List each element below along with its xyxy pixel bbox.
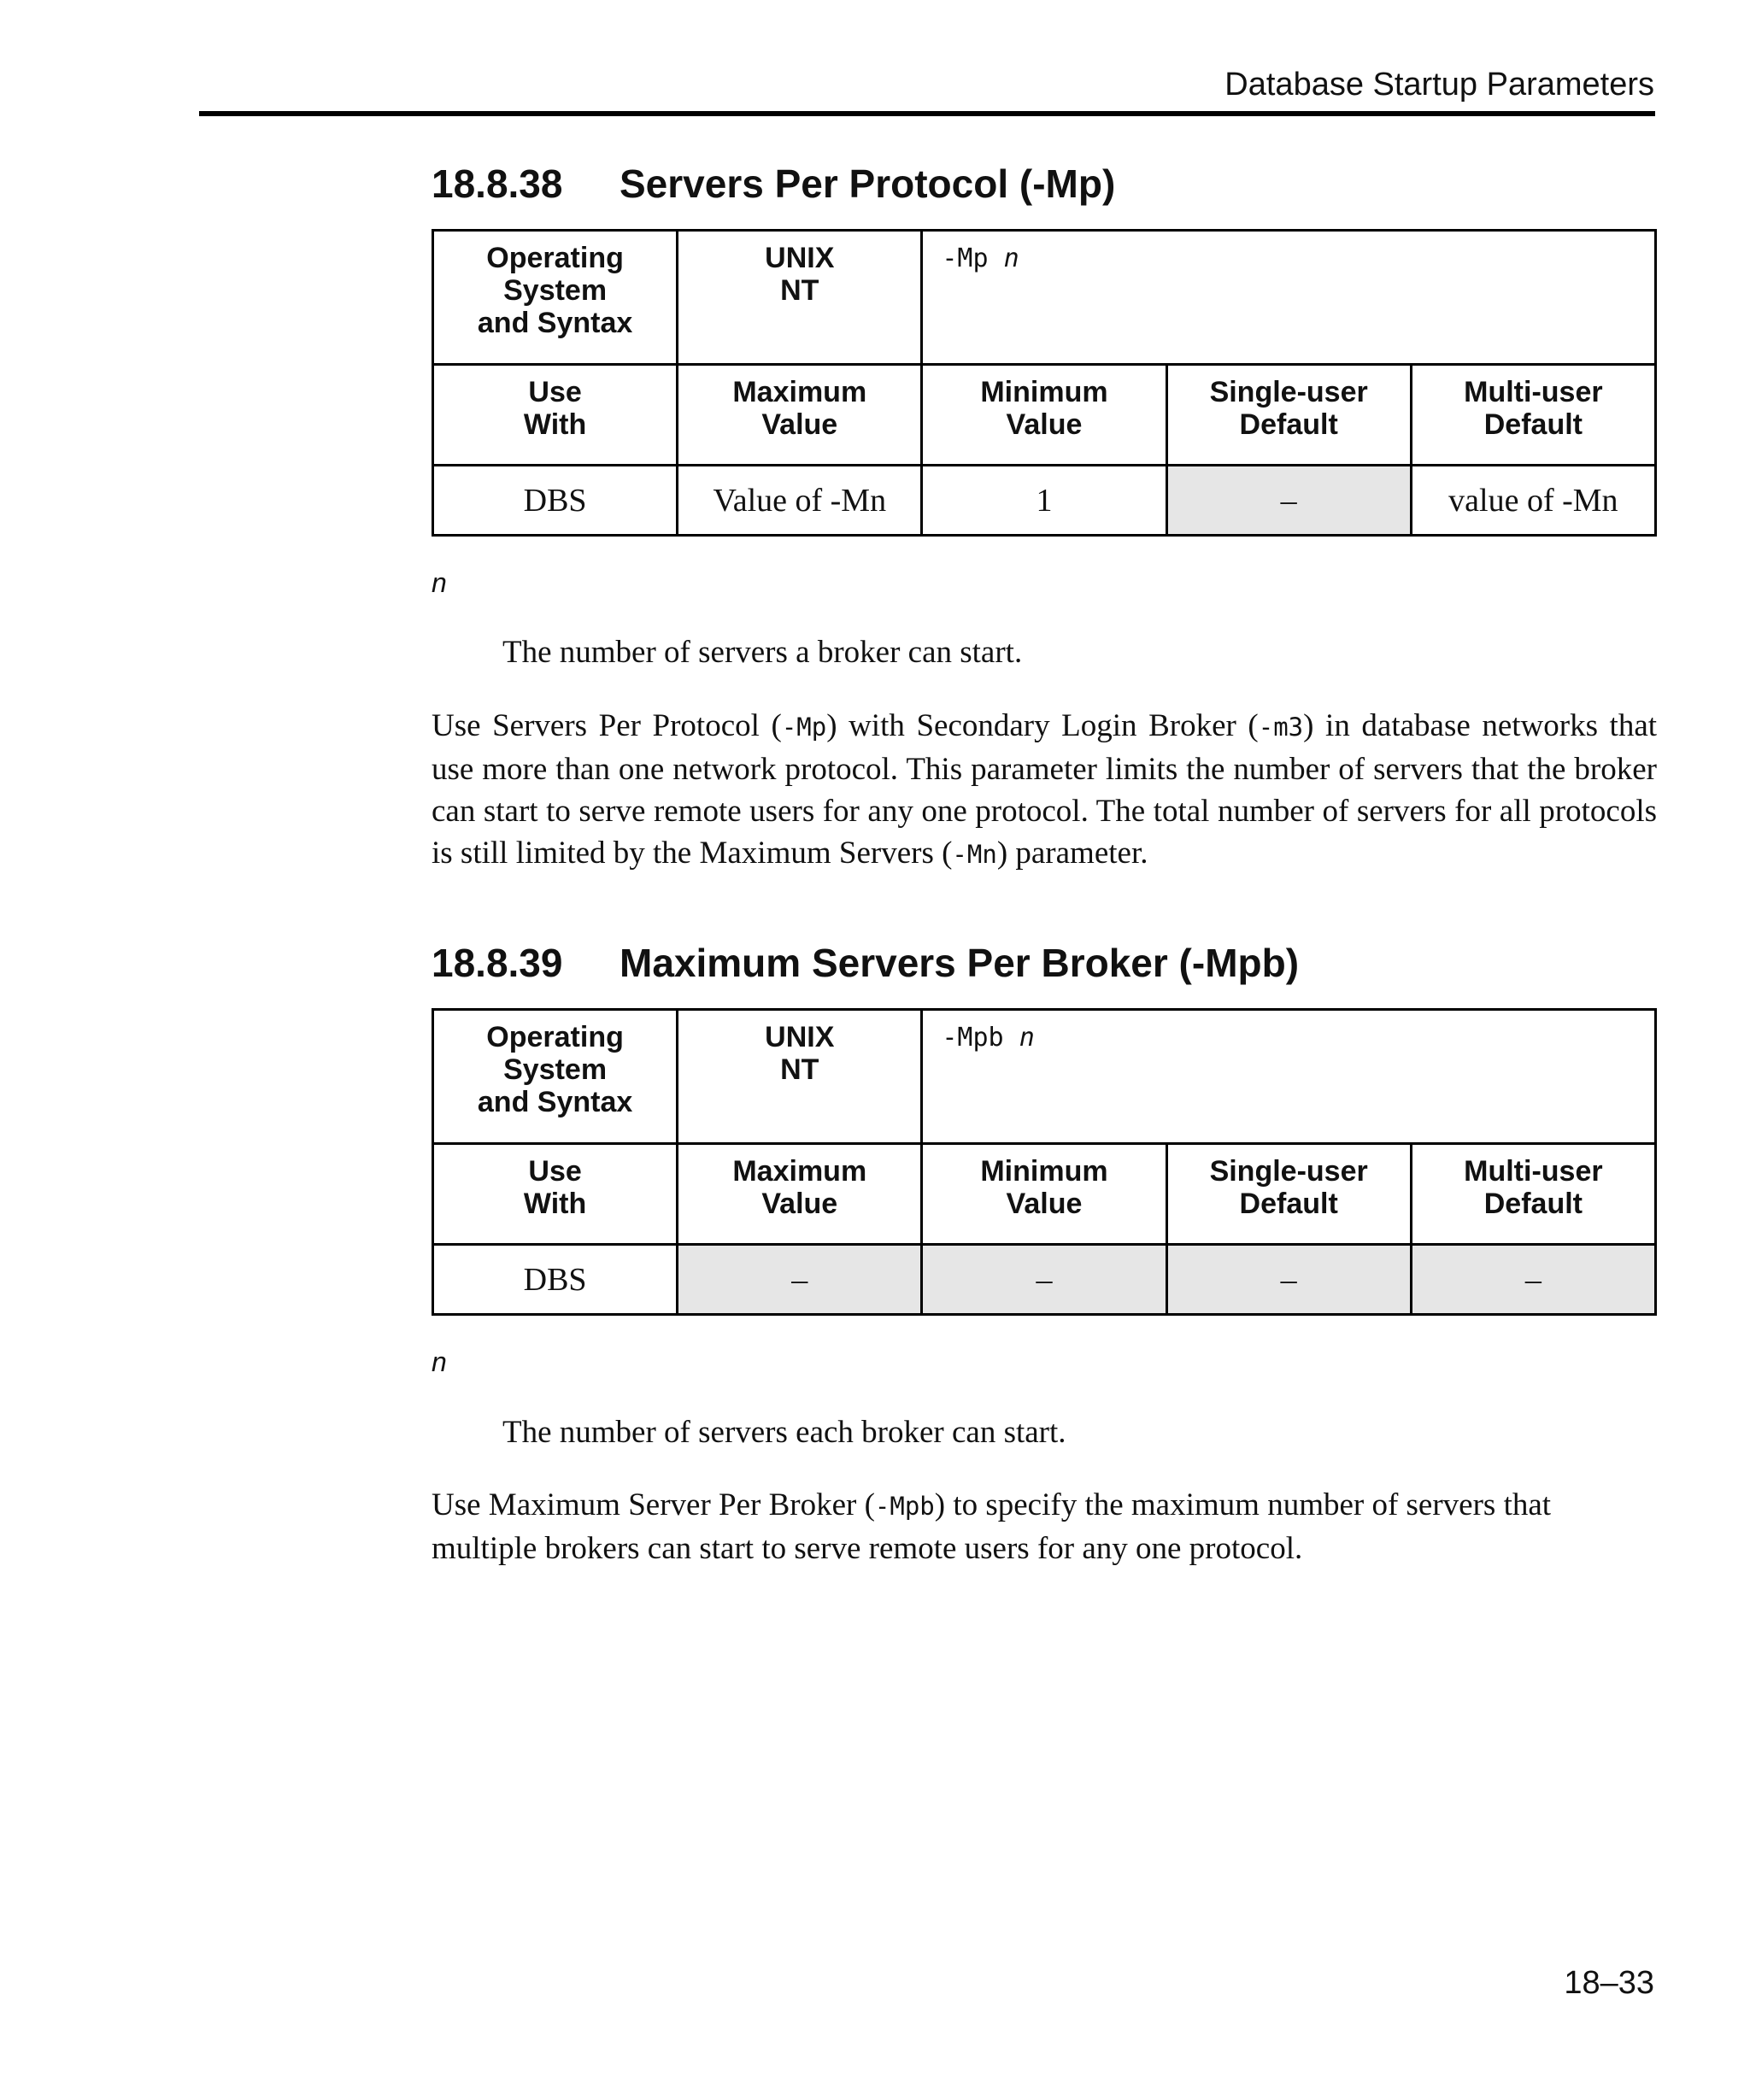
running-header: Database Startup Parameters <box>1224 67 1654 103</box>
table-cell: DBS <box>433 466 678 536</box>
table-cell: 1 <box>922 466 1166 536</box>
header-rule <box>199 111 1655 116</box>
text-run: ) to specify the maximum number of servers that multiple brokers can start to serve remote users for any one protocol. <box>432 1487 1552 1566</box>
section-title: Maximum Servers Per Broker (-Mpb) <box>620 941 1300 985</box>
parameter-table-mp <box>432 229 1657 537</box>
parameter-table-mpb <box>432 1008 1657 1316</box>
table-row <box>433 1245 1656 1315</box>
table-cell: – <box>922 1245 1166 1315</box>
column-header: Single-user Default <box>1166 365 1411 466</box>
section-title: Servers Per Protocol (-Mp) <box>620 161 1116 206</box>
table-cell: Value of -Mn <box>678 466 922 536</box>
term-label: n <box>432 1346 447 1377</box>
inline-code: -Mpb <box>874 1492 935 1521</box>
inline-code: -m3 <box>1258 713 1304 742</box>
term-label: n <box>432 567 447 598</box>
section-number: 18.8.38 <box>432 161 563 206</box>
table-cell: – <box>1166 1245 1411 1315</box>
column-header: Maximum Value <box>678 1144 922 1245</box>
syntax-command: -Mpb <box>942 1023 1004 1053</box>
syntax-cell <box>922 1010 1656 1144</box>
text-run: ) parameter. <box>996 836 1148 871</box>
column-header: Use With <box>433 365 678 466</box>
body-paragraph <box>432 705 1657 876</box>
term-description: The number of servers each broker can start. <box>502 1415 1066 1450</box>
syntax-argument: n <box>1019 1023 1035 1053</box>
table-cell: – <box>1411 1245 1655 1315</box>
syntax-argument: n <box>1003 243 1019 273</box>
section-heading-mpb <box>432 940 1299 986</box>
column-header: Maximum Value <box>678 365 922 466</box>
table-cell: – <box>678 1245 922 1315</box>
section-heading-mp <box>432 161 1115 207</box>
text-run: Use Maximum Server Per Broker ( <box>432 1487 875 1522</box>
section-number: 18.8.39 <box>432 941 563 985</box>
table-row <box>433 231 1656 365</box>
column-header: Single-user Default <box>1166 1144 1411 1245</box>
os-list: UNIX NT <box>678 1010 922 1144</box>
os-syntax-label: Operating System and Syntax <box>433 1010 678 1144</box>
column-header: Minimum Value <box>922 365 1166 466</box>
column-header: Minimum Value <box>922 1144 1166 1245</box>
text-run: Use Servers Per Protocol ( <box>432 708 782 743</box>
column-header: Multi-user Default <box>1411 1144 1655 1245</box>
table-cell: – <box>1166 466 1411 536</box>
syntax-command: -Mp <box>942 243 989 273</box>
syntax-cell <box>922 231 1656 365</box>
table-row <box>433 365 1656 466</box>
inline-code: -Mp <box>781 713 827 742</box>
column-header: Use With <box>433 1144 678 1245</box>
table-cell: DBS <box>433 1245 678 1315</box>
inline-code: -Mn <box>952 840 997 869</box>
text-run: ) with Secondary Login Broker ( <box>826 708 1259 743</box>
term-description: The number of servers a broker can start. <box>502 635 1023 670</box>
os-list: UNIX NT <box>678 231 922 365</box>
column-header: Multi-user Default <box>1411 365 1655 466</box>
table-row <box>433 466 1656 536</box>
table-row <box>433 1144 1656 1245</box>
os-syntax-label: Operating System and Syntax <box>433 231 678 365</box>
body-paragraph <box>432 1484 1657 1569</box>
text-run: ) in database networks that use more than one network protocol. This parameter limits the number of servers that the broker can start to serve remote users for any one protocol. The total number of servers for all protocols is still limited by the Maximum Servers ( <box>432 708 1658 871</box>
page-number: 18–33 <box>1564 1965 1654 2001</box>
table-cell: value of -Mn <box>1411 466 1655 536</box>
table-row <box>433 1010 1656 1144</box>
